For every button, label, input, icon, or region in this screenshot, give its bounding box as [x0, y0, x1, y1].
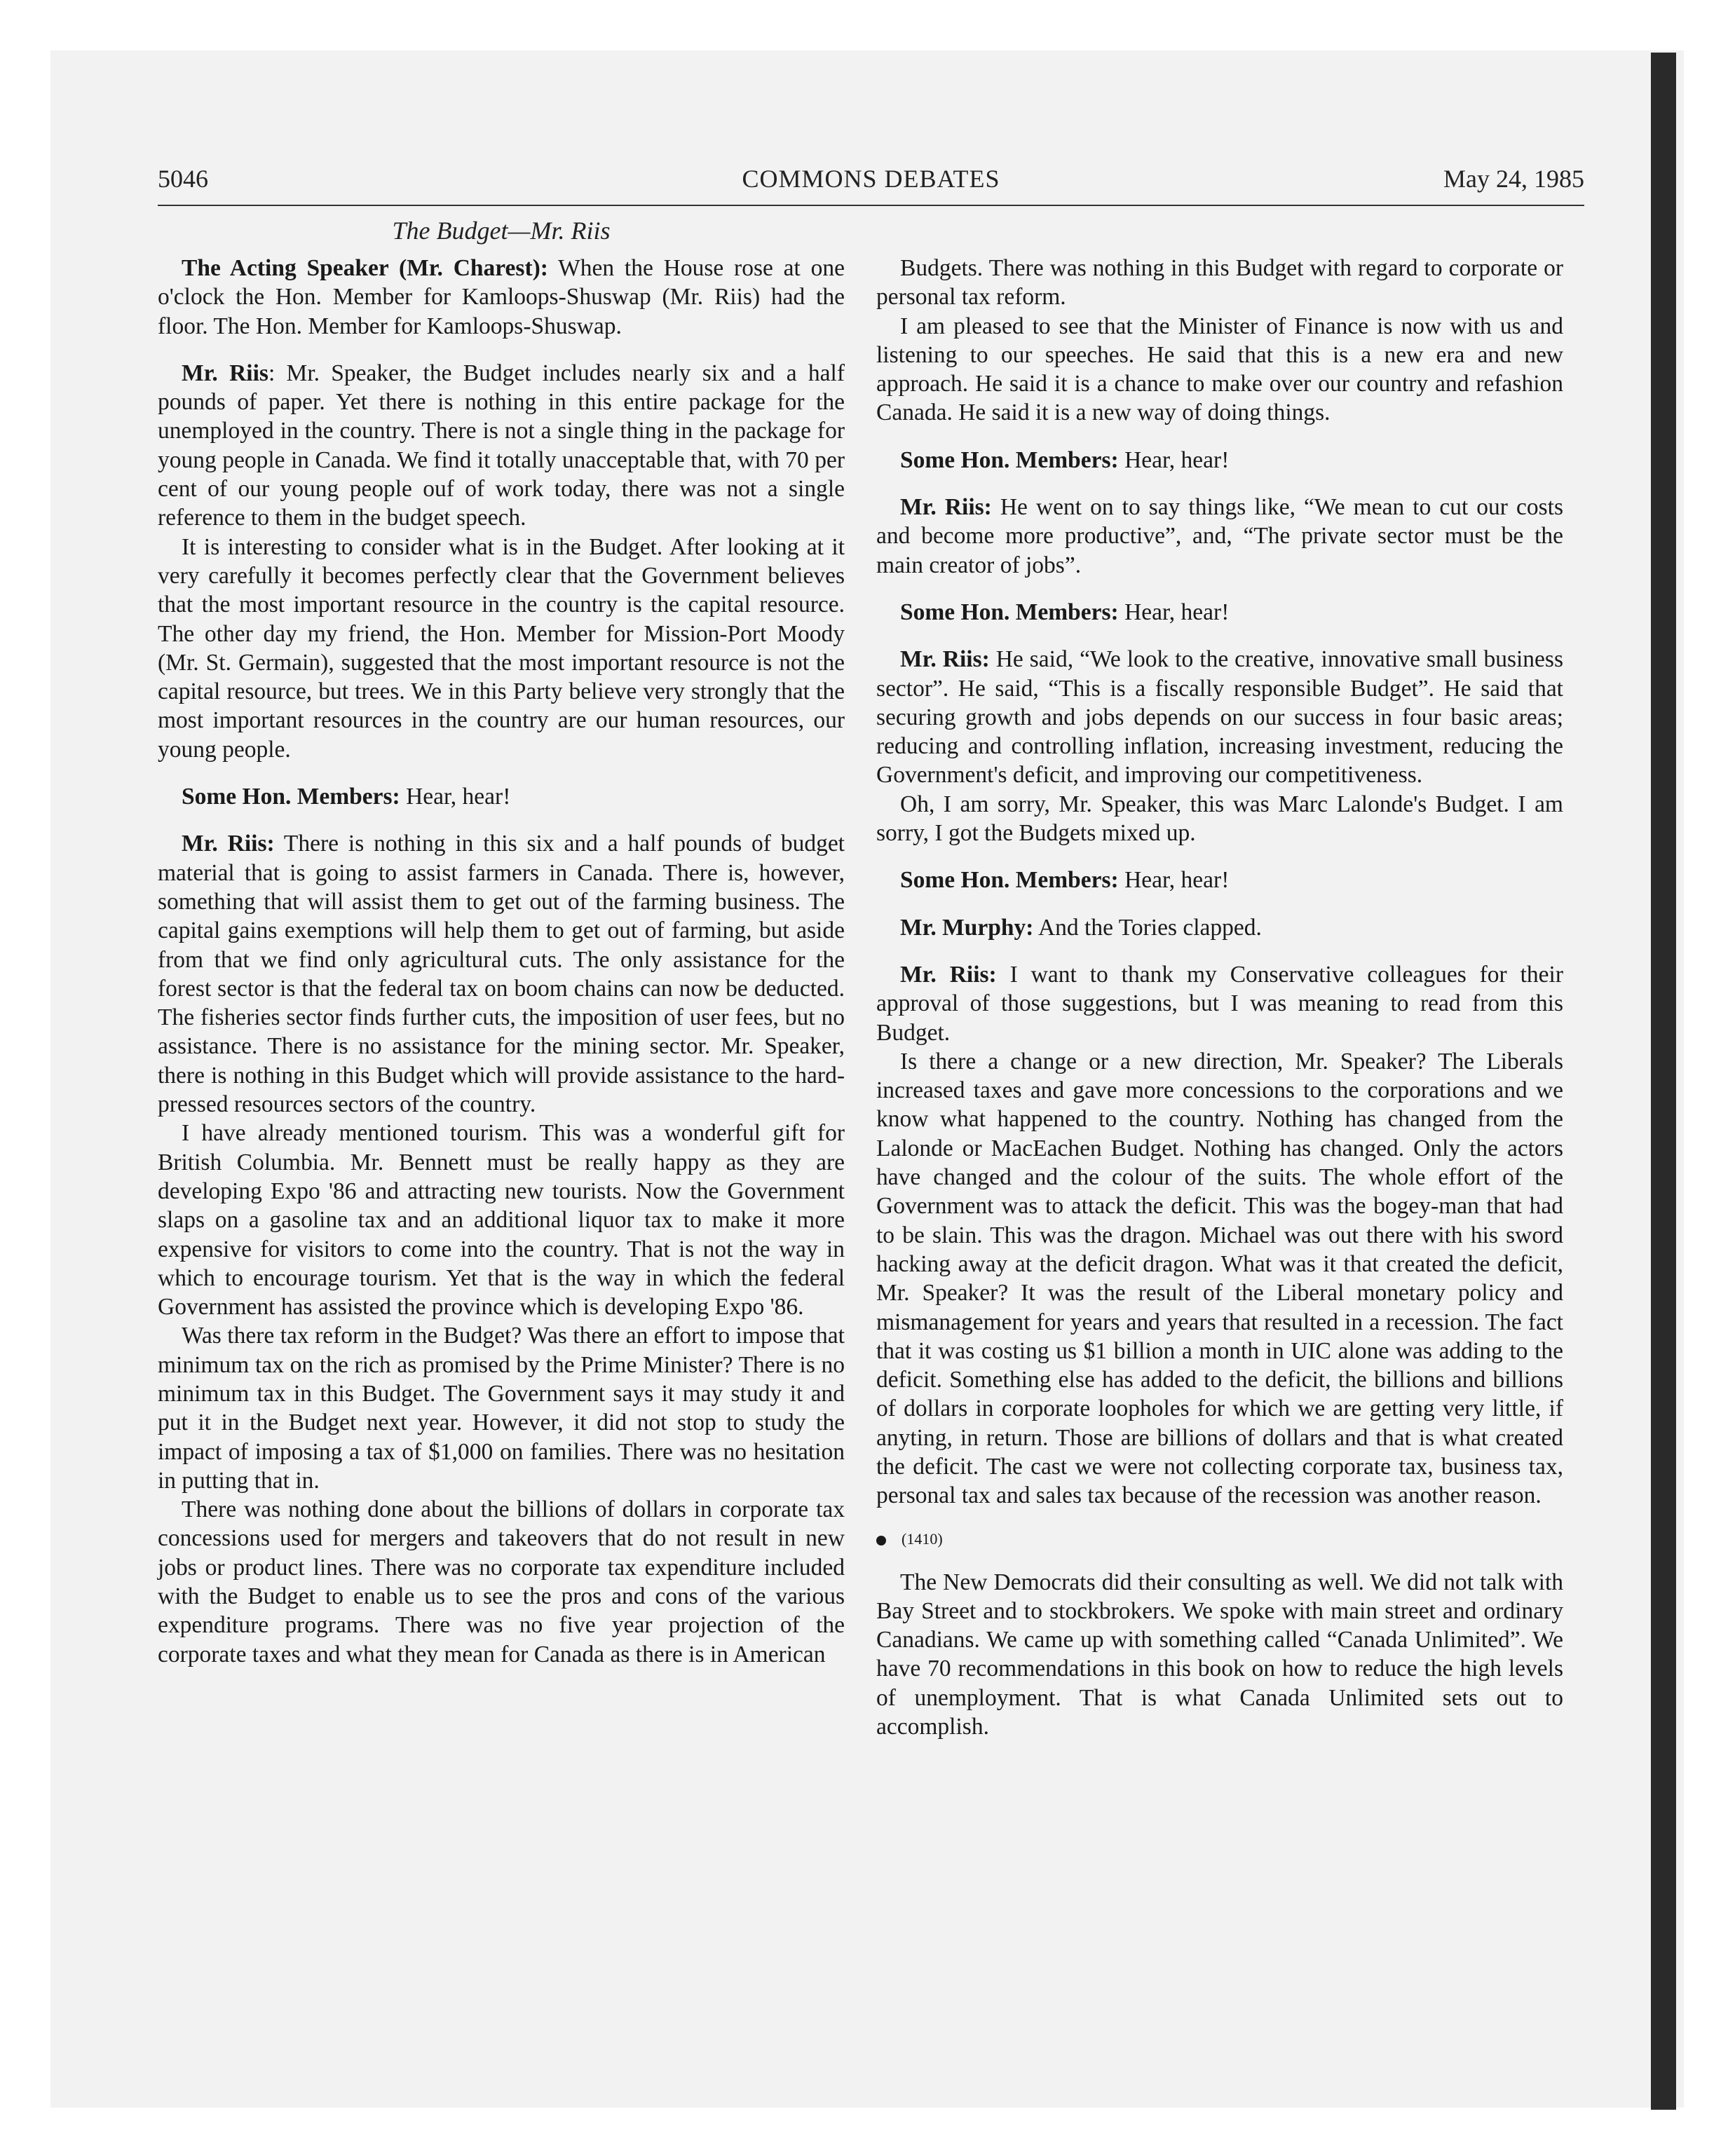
paragraph-text: The New Democrats did their consulting as well. We did not talk with Bay Street and to stockbrokers. We spoke with main street and ordinary Canadians. We came up with something called “Canada Unlimited”. We have 70 recommendations in this book on how to reduce the high levels of unemployment. That is what Canada Unlimited sets out to accomplish.	[876, 1569, 1563, 1740]
paragraph-text: Hear, hear!	[1118, 867, 1230, 894]
time-marker	[876, 1529, 1563, 1550]
speaker-name: Some Hon. Members:	[182, 784, 400, 810]
paragraph-text: Budgets. There was nothing in this Budget with regard to corporate or personal tax reform.	[876, 255, 1563, 311]
paragraph	[876, 312, 1563, 428]
left-column	[158, 254, 845, 1669]
paragraph	[876, 446, 1563, 475]
paragraph	[158, 359, 845, 533]
speaker-name: Mr. Riis:	[900, 494, 992, 521]
paragraph	[876, 598, 1563, 627]
paragraph-text: There was nothing done about the billions of dollars in corporate tax concessions used for mergers and takeovers that do not result in new jobs or product lines. There was no corporate tax expenditure included with the Budget to enable us to see the pros and cons of the various expenditure programs. There was no five year projection of the corporate taxes and what they mean for Canada as there is in American	[158, 1496, 845, 1667]
speaker-name: Mr. Murphy:	[900, 914, 1034, 941]
time-marker-text: (1410)	[901, 1529, 943, 1548]
section-subhead: The Budget—Mr. Riis	[392, 217, 611, 245]
paragraph-text: I have already mentioned tourism. This was a wonderful gift for British Columbia. Mr. Bennett must be really happy as they are developing Expo '86 and attracting new tourists. Now the Government slaps on a gasoline tax and an additional liquor tax to make it more expensive for visitors to come into the country. That is not the way in which to encourage tourism. Yet that is the way in which the federal Government has assisted the province which is developing Expo '86.	[158, 1120, 845, 1321]
bullet-icon	[876, 1536, 886, 1546]
paragraph	[876, 866, 1563, 894]
paragraph	[876, 913, 1563, 942]
speaker-name: Mr. Riis:	[900, 961, 997, 988]
paragraph-text: Hear, hear!	[1118, 599, 1230, 625]
right-column	[876, 254, 1563, 1741]
paragraph-text: I want to thank my Conservative colleagues for their approval of those suggestions, but I was meaning to read from this Budget.	[876, 961, 1563, 1046]
speaker-name: Some Hon. Members:	[900, 599, 1119, 625]
paragraph	[876, 790, 1563, 848]
paragraph-text: Is there a change or a new direction, Mr. Speaker? The Liberals increased taxes and gave more concessions to the corporations and we know what happened to the country. Nothing has changed from the Lalonde or MacEachen Budget. Nothing has changed. Only the actors have changed and the colour of the suits. The whole effort of the Government was to attack the deficit. This was the bogey-man that had to be slain. This was the dragon. Michael was out there with his sword hacking away at the deficit dragon. What was it that created the deficit, Mr. Speaker? It was the result of the Liberal monetary policy and mismanagement for years and years that resulted in a recession. The fact that it was costing us $1 billion a month in UIC alone was adding to the deficit. Something else has added to the deficit, the billions and billions of dollars in corporate loopholes for which we are getting very little, if anyting, in return. Those are billions of dollars and that is what created the deficit. The cast we were not collecting corporate tax, business tax, personal tax and sales tax because of the recession was another reason.	[876, 1048, 1563, 1509]
speaker-name: Some Hon. Members:	[900, 867, 1119, 894]
page-header	[158, 163, 1584, 206]
paragraph	[876, 493, 1563, 580]
speaker-name: Some Hon. Members:	[900, 446, 1119, 473]
speaker-name: The Acting Speaker (Mr. Charest):	[182, 255, 548, 281]
paragraph-text: It is interesting to consider what is in the Budget. After looking at it very carefully it becomes perfectly clear that the Government believes that the most important resource in the country is the capital resource. The other day my friend, the Hon. Member for Mission-Port Moody (Mr. St. Germain), suggested that the most important resource is not the capital resource, but trees. We in this Party believe very strongly that the most important resources in the country are our human resources, our young people.	[158, 533, 845, 763]
paragraph	[876, 645, 1563, 789]
speaker-name: Mr. Riis:	[182, 831, 275, 857]
paragraph	[158, 1321, 845, 1495]
paragraph	[158, 782, 845, 811]
paragraph-text: Was there tax reform in the Budget? Was there an effort to impose that minimum tax on the rich as promised by the Prime Minister? There is no minimum tax in this Budget. The Government says it may study it and put it in the Budget next year. However, it did not stop to study the impact of imposing a tax of $1,000 on families. There was no hesitation in putting that in.	[158, 1323, 845, 1494]
paragraph-text: He went on to say things like, “We mean to cut our costs and become more productive”, and, “The private sector must be the main creator of jobs”.	[876, 494, 1563, 578]
paragraph	[158, 1119, 845, 1321]
paragraph-text: When the House rose at one o'clock the Hon. Member for Kamloops-Shuswap (Mr. Riis) had the floor. The Hon. Member for Kamloops-Shuswap.	[158, 255, 845, 339]
paragraph	[876, 1568, 1563, 1742]
paragraph-text: Hear, hear!	[400, 784, 511, 810]
paragraph-text: Oh, I am sorry, Mr. Speaker, this was Marc Lalonde's Budget. I am sorry, I got the Budgets mixed up.	[876, 791, 1563, 847]
paragraph-text: He said, “We look to the creative, innovative small business sector”. He said, “This is a fiscally responsible Budget”. He said that securing growth and jobs depends on our success in four basic areas; reducing and controlling inflation, increasing investment, reducing the Government's deficit, and improving our competitiveness.	[876, 646, 1563, 789]
speaker-name: Mr. Riis:	[900, 646, 990, 673]
paragraph	[876, 254, 1563, 312]
paragraph	[158, 533, 845, 764]
paragraph-text: I am pleased to see that the Minister of Finance is now with us and listening to our speeches. He said that this is a new era and new approach. He said it is a chance to make over our country and refashion Canada. He said it is a new way of doing things.	[876, 313, 1563, 426]
paragraph	[876, 1047, 1563, 1510]
paragraph	[158, 1495, 845, 1669]
paragraph-text: There is nothing in this six and a half pounds of budget material that is going to assist farmers in Canada. There is, however, something that will assist them to get out of the farming business. The capital gains exemptions will help them to get out of farming, but aside from that we find only agricultural cuts. The only assistance for the forest sector is that the federal tax on boom chains can now be deducted. The fisheries sector finds further cuts, the imposition of user fees, but no assistance. There is no assistance for the mining sector. Mr. Speaker, there is nothing in this Budget which will provide assistance to the hard-pressed resources sectors of the country.	[158, 831, 845, 1118]
paragraph	[158, 829, 845, 1119]
paragraph	[158, 254, 845, 341]
speaker-name: Mr. Riis	[182, 360, 268, 386]
paragraph-text: And the Tories clapped.	[1033, 914, 1262, 941]
paragraph	[876, 960, 1563, 1047]
publication-title: COMMONS DEBATES	[742, 165, 1000, 193]
paragraph-text: : Mr. Speaker, the Budget includes nearly six and a half pounds of paper. Yet there is nothing in this entire package for the unemployed in the country. There is not a single thing in the package for young people in Canada. We find it totally unacceptable that, with 70 per cent of our young people ouf of work today, there was not a single reference to them in the budget speech.	[158, 360, 845, 531]
paragraph-text: Hear, hear!	[1118, 446, 1230, 473]
publication-date: May 24, 1985	[1443, 165, 1584, 193]
page-number: 5046	[158, 165, 208, 193]
scan-edge-bar	[1651, 53, 1676, 2110]
